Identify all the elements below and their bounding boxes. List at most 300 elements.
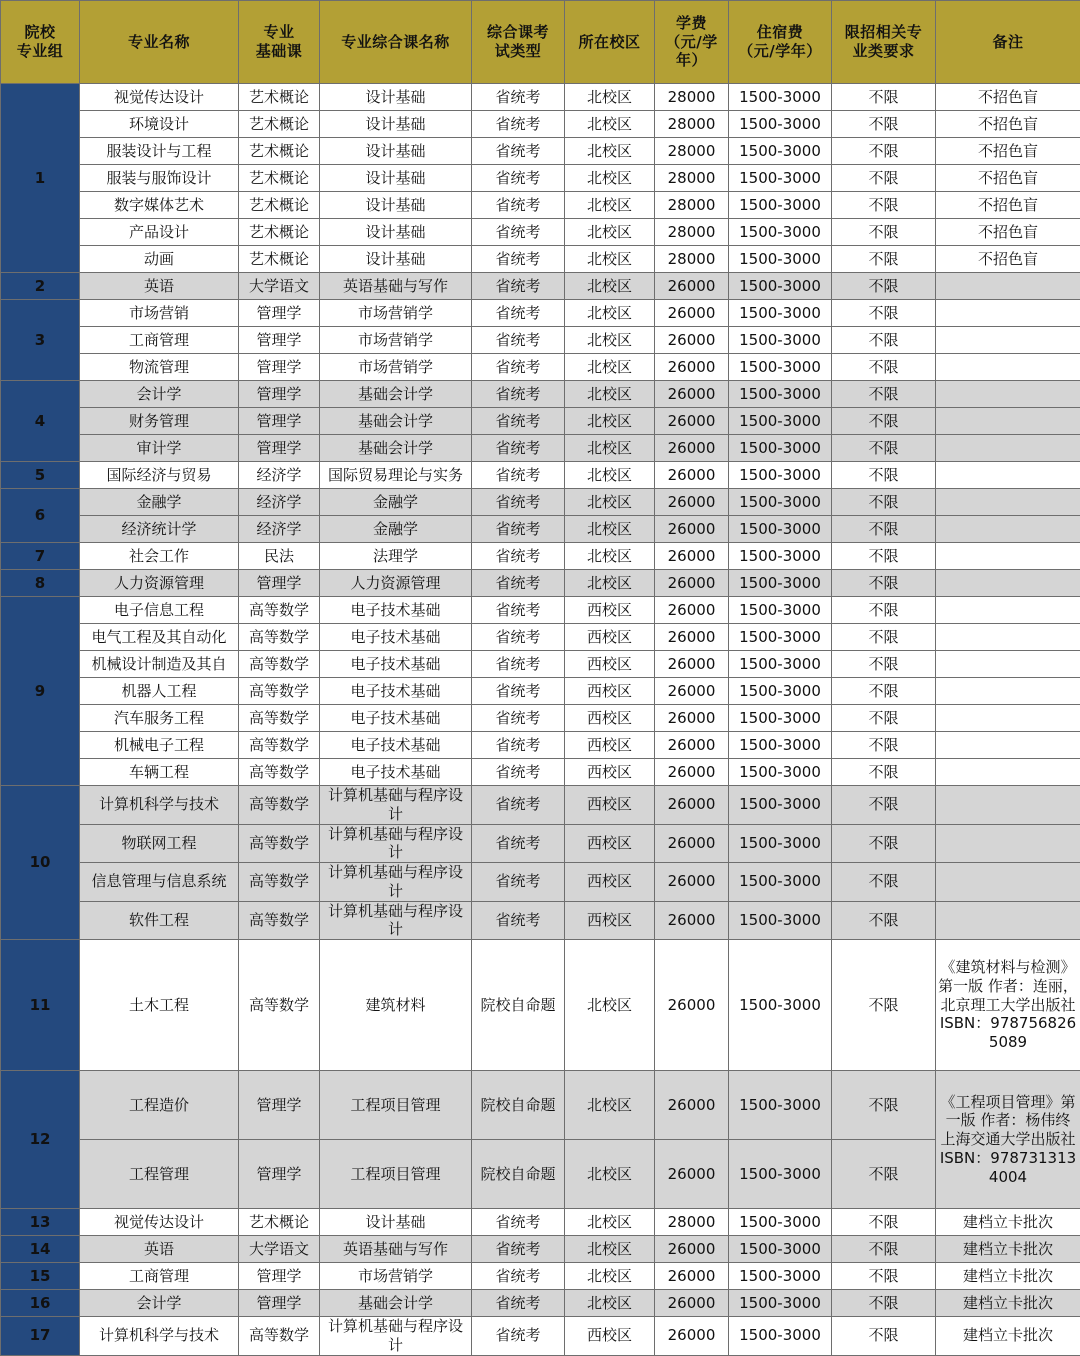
cell-comprehensive-exam-type: 省统考 [472, 678, 565, 705]
group-number-cell: 3 [1, 300, 80, 381]
cell-major-category-requirement: 不限 [832, 901, 936, 940]
cell-tuition: 26000 [655, 354, 729, 381]
group-number-cell: 11 [1, 940, 80, 1071]
cell-major-category-requirement: 不限 [832, 435, 936, 462]
table-row [1, 246, 1080, 273]
cell-tuition: 26000 [655, 786, 729, 825]
cell-dormitory-fee: 1500-3000 [729, 824, 832, 863]
cell-campus: 北校区 [565, 192, 655, 219]
cell-campus: 北校区 [565, 111, 655, 138]
column-header-line: 住宿费 [731, 23, 829, 42]
cell-major-name: 工商管理 [80, 1263, 239, 1290]
cell-comprehensive-course-name: 电子技术基础 [320, 624, 472, 651]
column-header-dormitory-fee [729, 1, 832, 84]
cell-tuition: 28000 [655, 219, 729, 246]
cell-major-basic-course: 艺术概论 [239, 138, 320, 165]
cell-comprehensive-course-name: 法理学 [320, 543, 472, 570]
group-number-cell: 6 [1, 489, 80, 543]
column-header-campus [565, 1, 655, 84]
cell-tuition: 26000 [655, 327, 729, 354]
table-row [1, 786, 1080, 825]
cell-campus: 西校区 [565, 678, 655, 705]
cell-comprehensive-exam-type: 省统考 [472, 165, 565, 192]
cell-remark [936, 543, 1080, 570]
cell-campus: 北校区 [565, 300, 655, 327]
cell-campus: 北校区 [565, 84, 655, 111]
table-row [1, 570, 1080, 597]
cell-major-name: 服装与服饰设计 [80, 165, 239, 192]
cell-major-basic-course: 经济学 [239, 489, 320, 516]
cell-remark: 建档立卡批次 [936, 1290, 1080, 1317]
cell-major-name: 会计学 [80, 1290, 239, 1317]
cell-tuition: 28000 [655, 111, 729, 138]
cell-tuition: 26000 [655, 597, 729, 624]
cell-major-name: 视觉传达设计 [80, 84, 239, 111]
cell-dormitory-fee: 1500-3000 [729, 624, 832, 651]
table-row [1, 111, 1080, 138]
cell-major-category-requirement: 不限 [832, 624, 936, 651]
cell-major-basic-course: 经济学 [239, 516, 320, 543]
cell-tuition: 28000 [655, 84, 729, 111]
column-header-line: 综合课考 [474, 23, 562, 42]
cell-major-category-requirement: 不限 [832, 1317, 936, 1356]
group-number-cell: 7 [1, 543, 80, 570]
cell-comprehensive-course-name: 市场营销学 [320, 1263, 472, 1290]
table-row [1, 219, 1080, 246]
cell-major-basic-course: 管理学 [239, 435, 320, 462]
cell-comprehensive-exam-type: 省统考 [472, 1317, 565, 1356]
cell-dormitory-fee: 1500-3000 [729, 300, 832, 327]
group-number-cell: 4 [1, 381, 80, 462]
header-row [1, 1, 1080, 84]
cell-major-name: 国际经济与贸易 [80, 462, 239, 489]
cell-comprehensive-course-name: 建筑材料 [320, 940, 472, 1071]
cell-dormitory-fee: 1500-3000 [729, 597, 832, 624]
cell-major-basic-course: 管理学 [239, 300, 320, 327]
table-row [1, 1209, 1080, 1236]
cell-campus: 北校区 [565, 381, 655, 408]
column-header-line: （元/学年） [657, 33, 726, 71]
cell-major-basic-course: 高等数学 [239, 597, 320, 624]
cell-comprehensive-course-name: 市场营销学 [320, 327, 472, 354]
column-header-line: 专业组 [3, 42, 77, 61]
cell-major-category-requirement: 不限 [832, 84, 936, 111]
cell-major-category-requirement: 不限 [832, 940, 936, 1071]
cell-dormitory-fee: 1500-3000 [729, 786, 832, 825]
cell-remark [936, 273, 1080, 300]
cell-dormitory-fee: 1500-3000 [729, 543, 832, 570]
cell-major-basic-course: 管理学 [239, 1290, 320, 1317]
table-row [1, 381, 1080, 408]
cell-remark: 建档立卡批次 [936, 1317, 1080, 1356]
table-row [1, 940, 1080, 1071]
cell-tuition: 28000 [655, 1209, 729, 1236]
cell-remark [936, 381, 1080, 408]
cell-remark: 《建筑材料与检测》第一版 作者：连丽，北京理工大学出版社 ISBN：9787568265089 [936, 940, 1080, 1071]
cell-comprehensive-exam-type: 省统考 [472, 489, 565, 516]
table-row [1, 516, 1080, 543]
cell-campus: 北校区 [565, 1263, 655, 1290]
group-number-cell: 2 [1, 273, 80, 300]
cell-campus: 西校区 [565, 759, 655, 786]
cell-major-basic-course: 艺术概论 [239, 219, 320, 246]
cell-major-basic-course: 管理学 [239, 327, 320, 354]
cell-comprehensive-exam-type: 省统考 [472, 462, 565, 489]
cell-campus: 西校区 [565, 651, 655, 678]
column-header-major-category-requirement [832, 1, 936, 84]
group-number-cell: 1 [1, 84, 80, 273]
cell-dormitory-fee: 1500-3000 [729, 1071, 832, 1140]
cell-tuition: 26000 [655, 759, 729, 786]
cell-comprehensive-exam-type: 省统考 [472, 84, 565, 111]
cell-major-category-requirement: 不限 [832, 786, 936, 825]
table-row [1, 597, 1080, 624]
cell-comprehensive-exam-type: 省统考 [472, 570, 565, 597]
table-row [1, 354, 1080, 381]
cell-major-name: 产品设计 [80, 219, 239, 246]
cell-comprehensive-exam-type: 省统考 [472, 901, 565, 940]
cell-remark: 建档立卡批次 [936, 1209, 1080, 1236]
cell-dormitory-fee: 1500-3000 [729, 354, 832, 381]
cell-comprehensive-course-name: 计算机基础与程序设计 [320, 901, 472, 940]
cell-major-basic-course: 艺术概论 [239, 192, 320, 219]
cell-dormitory-fee: 1500-3000 [729, 570, 832, 597]
cell-remark: 不招色盲 [936, 192, 1080, 219]
cell-major-category-requirement: 不限 [832, 651, 936, 678]
cell-major-name: 电气工程及其自动化 [80, 624, 239, 651]
cell-remark [936, 678, 1080, 705]
cell-comprehensive-exam-type: 省统考 [472, 786, 565, 825]
cell-major-category-requirement: 不限 [832, 111, 936, 138]
cell-comprehensive-course-name: 电子技术基础 [320, 597, 472, 624]
cell-major-category-requirement: 不限 [832, 1263, 936, 1290]
cell-comprehensive-exam-type: 省统考 [472, 824, 565, 863]
cell-remark [936, 462, 1080, 489]
cell-major-basic-course: 艺术概论 [239, 111, 320, 138]
column-header-line: 学费 [657, 14, 726, 33]
cell-comprehensive-course-name: 市场营销学 [320, 300, 472, 327]
cell-comprehensive-course-name: 计算机基础与程序设计 [320, 824, 472, 863]
cell-major-category-requirement: 不限 [832, 863, 936, 902]
cell-dormitory-fee: 1500-3000 [729, 901, 832, 940]
column-header-line: 院校 [3, 23, 77, 42]
cell-comprehensive-course-name: 电子技术基础 [320, 651, 472, 678]
cell-major-name: 金融学 [80, 489, 239, 516]
group-number-cell: 5 [1, 462, 80, 489]
cell-major-basic-course: 管理学 [239, 1071, 320, 1140]
cell-tuition: 26000 [655, 1236, 729, 1263]
cell-remark [936, 732, 1080, 759]
cell-dormitory-fee: 1500-3000 [729, 1290, 832, 1317]
cell-comprehensive-course-name: 设计基础 [320, 219, 472, 246]
cell-tuition: 26000 [655, 651, 729, 678]
cell-major-basic-course: 大学语文 [239, 1236, 320, 1263]
cell-major-category-requirement: 不限 [832, 759, 936, 786]
table-row [1, 824, 1080, 863]
cell-dormitory-fee: 1500-3000 [729, 1263, 832, 1290]
cell-major-category-requirement: 不限 [832, 1209, 936, 1236]
cell-campus: 北校区 [565, 435, 655, 462]
cell-major-basic-course: 管理学 [239, 408, 320, 435]
table-row [1, 327, 1080, 354]
table-row [1, 408, 1080, 435]
cell-dormitory-fee: 1500-3000 [729, 462, 832, 489]
cell-comprehensive-course-name: 设计基础 [320, 192, 472, 219]
cell-comprehensive-course-name: 工程项目管理 [320, 1071, 472, 1140]
cell-tuition: 26000 [655, 824, 729, 863]
cell-major-name: 会计学 [80, 381, 239, 408]
cell-campus: 北校区 [565, 1290, 655, 1317]
cell-comprehensive-exam-type: 省统考 [472, 624, 565, 651]
cell-campus: 西校区 [565, 624, 655, 651]
cell-remark [936, 901, 1080, 940]
cell-campus: 西校区 [565, 732, 655, 759]
cell-major-basic-course: 高等数学 [239, 824, 320, 863]
cell-tuition: 26000 [655, 516, 729, 543]
cell-major-name: 物联网工程 [80, 824, 239, 863]
cell-major-basic-course: 高等数学 [239, 1317, 320, 1356]
cell-dormitory-fee: 1500-3000 [729, 246, 832, 273]
cell-comprehensive-exam-type: 省统考 [472, 516, 565, 543]
cell-tuition: 26000 [655, 489, 729, 516]
cell-major-basic-course: 高等数学 [239, 786, 320, 825]
cell-campus: 北校区 [565, 138, 655, 165]
cell-dormitory-fee: 1500-3000 [729, 165, 832, 192]
table-row [1, 300, 1080, 327]
cell-campus: 西校区 [565, 824, 655, 863]
cell-comprehensive-course-name: 金融学 [320, 489, 472, 516]
cell-major-category-requirement: 不限 [832, 678, 936, 705]
cell-tuition: 26000 [655, 1263, 729, 1290]
cell-major-category-requirement: 不限 [832, 246, 936, 273]
cell-comprehensive-course-name: 基础会计学 [320, 1290, 472, 1317]
cell-comprehensive-exam-type: 省统考 [472, 246, 565, 273]
cell-comprehensive-course-name: 设计基础 [320, 1209, 472, 1236]
cell-remark: 不招色盲 [936, 165, 1080, 192]
cell-remark [936, 786, 1080, 825]
cell-major-basic-course: 艺术概论 [239, 84, 320, 111]
cell-major-name: 机械电子工程 [80, 732, 239, 759]
table-row [1, 705, 1080, 732]
table-body [1, 84, 1080, 1356]
cell-comprehensive-exam-type: 省统考 [472, 300, 565, 327]
cell-comprehensive-course-name: 设计基础 [320, 138, 472, 165]
cell-remark [936, 435, 1080, 462]
table-row [1, 84, 1080, 111]
cell-comprehensive-course-name: 电子技术基础 [320, 678, 472, 705]
cell-tuition: 26000 [655, 1140, 729, 1209]
cell-comprehensive-course-name: 计算机基础与程序设计 [320, 1317, 472, 1356]
cell-major-basic-course: 高等数学 [239, 863, 320, 902]
cell-major-name: 服装设计与工程 [80, 138, 239, 165]
cell-campus: 北校区 [565, 246, 655, 273]
cell-tuition: 26000 [655, 624, 729, 651]
group-number-cell: 16 [1, 1290, 80, 1317]
cell-comprehensive-course-name: 电子技术基础 [320, 759, 472, 786]
cell-remark: 建档立卡批次 [936, 1263, 1080, 1290]
cell-remark [936, 597, 1080, 624]
table-row [1, 273, 1080, 300]
cell-comprehensive-course-name: 金融学 [320, 516, 472, 543]
cell-dormitory-fee: 1500-3000 [729, 1209, 832, 1236]
cell-major-category-requirement: 不限 [832, 300, 936, 327]
cell-comprehensive-exam-type: 省统考 [472, 381, 565, 408]
cell-major-name: 计算机科学与技术 [80, 786, 239, 825]
cell-comprehensive-exam-type: 省统考 [472, 597, 565, 624]
table-row [1, 1290, 1080, 1317]
group-number-cell: 13 [1, 1209, 80, 1236]
cell-tuition: 26000 [655, 381, 729, 408]
cell-remark: 《工程项目管理》第一版 作者：杨伟终 上海交通大学出版社 ISBN：9787313134004 [936, 1071, 1080, 1209]
cell-dormitory-fee: 1500-3000 [729, 940, 832, 1071]
cell-dormitory-fee: 1500-3000 [729, 1236, 832, 1263]
cell-comprehensive-course-name: 电子技术基础 [320, 705, 472, 732]
cell-major-basic-course: 高等数学 [239, 940, 320, 1071]
cell-comprehensive-exam-type: 省统考 [472, 1290, 565, 1317]
cell-tuition: 28000 [655, 192, 729, 219]
table-row [1, 1140, 1080, 1209]
cell-major-name: 数字媒体艺术 [80, 192, 239, 219]
cell-tuition: 26000 [655, 408, 729, 435]
cell-major-basic-course: 艺术概论 [239, 165, 320, 192]
cell-campus: 北校区 [565, 543, 655, 570]
cell-campus: 西校区 [565, 597, 655, 624]
cell-major-name: 审计学 [80, 435, 239, 462]
cell-comprehensive-course-name: 人力资源管理 [320, 570, 472, 597]
cell-tuition: 26000 [655, 570, 729, 597]
cell-major-category-requirement: 不限 [832, 705, 936, 732]
cell-comprehensive-exam-type: 省统考 [472, 111, 565, 138]
cell-comprehensive-exam-type: 省统考 [472, 705, 565, 732]
cell-major-name: 人力资源管理 [80, 570, 239, 597]
cell-dormitory-fee: 1500-3000 [729, 489, 832, 516]
cell-dormitory-fee: 1500-3000 [729, 705, 832, 732]
cell-major-name: 工程造价 [80, 1071, 239, 1140]
column-header-line: 专业综合课名称 [322, 33, 469, 52]
table-row [1, 732, 1080, 759]
cell-major-name: 软件工程 [80, 901, 239, 940]
cell-comprehensive-course-name: 计算机基础与程序设计 [320, 786, 472, 825]
column-header-college-major-group [1, 1, 80, 84]
cell-major-category-requirement: 不限 [832, 273, 936, 300]
cell-campus: 北校区 [565, 462, 655, 489]
group-number-cell: 15 [1, 1263, 80, 1290]
column-header-line: 所在校区 [567, 33, 652, 52]
cell-major-name: 土木工程 [80, 940, 239, 1071]
cell-major-name: 工程管理 [80, 1140, 239, 1209]
cell-remark [936, 300, 1080, 327]
cell-dormitory-fee: 1500-3000 [729, 1317, 832, 1356]
cell-tuition: 26000 [655, 705, 729, 732]
cell-tuition: 26000 [655, 940, 729, 1071]
cell-dormitory-fee: 1500-3000 [729, 408, 832, 435]
cell-major-basic-course: 高等数学 [239, 901, 320, 940]
cell-comprehensive-exam-type: 院校自命题 [472, 940, 565, 1071]
cell-major-category-requirement: 不限 [832, 1290, 936, 1317]
cell-major-category-requirement: 不限 [832, 165, 936, 192]
cell-major-name: 英语 [80, 273, 239, 300]
cell-tuition: 28000 [655, 246, 729, 273]
cell-comprehensive-course-name: 设计基础 [320, 165, 472, 192]
cell-comprehensive-course-name: 基础会计学 [320, 381, 472, 408]
cell-dormitory-fee: 1500-3000 [729, 219, 832, 246]
cell-campus: 北校区 [565, 1209, 655, 1236]
table-row [1, 651, 1080, 678]
cell-campus: 北校区 [565, 219, 655, 246]
cell-comprehensive-course-name: 基础会计学 [320, 435, 472, 462]
cell-major-basic-course: 艺术概论 [239, 246, 320, 273]
cell-comprehensive-course-name: 英语基础与写作 [320, 1236, 472, 1263]
cell-major-basic-course: 管理学 [239, 381, 320, 408]
table-row [1, 1071, 1080, 1140]
cell-tuition: 26000 [655, 732, 729, 759]
cell-comprehensive-course-name: 设计基础 [320, 246, 472, 273]
cell-major-category-requirement: 不限 [832, 732, 936, 759]
cell-campus: 北校区 [565, 940, 655, 1071]
cell-comprehensive-course-name: 电子技术基础 [320, 732, 472, 759]
cell-major-name: 机械设计制造及其自 [80, 651, 239, 678]
cell-remark: 不招色盲 [936, 111, 1080, 138]
cell-major-basic-course: 高等数学 [239, 624, 320, 651]
cell-major-name: 物流管理 [80, 354, 239, 381]
cell-campus: 西校区 [565, 705, 655, 732]
cell-dormitory-fee: 1500-3000 [729, 863, 832, 902]
column-header-major-basic-course [239, 1, 320, 84]
cell-major-name: 经济统计学 [80, 516, 239, 543]
cell-tuition: 26000 [655, 863, 729, 902]
cell-major-name: 机器人工程 [80, 678, 239, 705]
cell-comprehensive-course-name: 设计基础 [320, 111, 472, 138]
cell-dormitory-fee: 1500-3000 [729, 759, 832, 786]
cell-major-basic-course: 高等数学 [239, 678, 320, 705]
cell-major-basic-course: 民法 [239, 543, 320, 570]
cell-major-name: 汽车服务工程 [80, 705, 239, 732]
cell-campus: 北校区 [565, 570, 655, 597]
cell-comprehensive-exam-type: 省统考 [472, 327, 565, 354]
cell-major-category-requirement: 不限 [832, 1236, 936, 1263]
cell-remark: 不招色盲 [936, 84, 1080, 111]
cell-comprehensive-exam-type: 省统考 [472, 1236, 565, 1263]
cell-major-basic-course: 高等数学 [239, 732, 320, 759]
cell-major-name: 信息管理与信息系统 [80, 863, 239, 902]
cell-campus: 西校区 [565, 863, 655, 902]
column-header-line: 专业 [241, 23, 317, 42]
cell-tuition: 26000 [655, 462, 729, 489]
table-row [1, 678, 1080, 705]
cell-comprehensive-exam-type: 省统考 [472, 354, 565, 381]
cell-campus: 西校区 [565, 1317, 655, 1356]
column-header-line: 试类型 [474, 42, 562, 61]
cell-major-basic-course: 管理学 [239, 1140, 320, 1209]
table-row [1, 489, 1080, 516]
cell-campus: 北校区 [565, 1071, 655, 1140]
cell-tuition: 26000 [655, 678, 729, 705]
cell-tuition: 26000 [655, 543, 729, 570]
cell-major-category-requirement: 不限 [832, 354, 936, 381]
cell-tuition: 28000 [655, 165, 729, 192]
cell-remark: 不招色盲 [936, 246, 1080, 273]
table-row [1, 192, 1080, 219]
cell-campus: 北校区 [565, 1236, 655, 1263]
cell-comprehensive-exam-type: 省统考 [472, 1263, 565, 1290]
cell-major-name: 社会工作 [80, 543, 239, 570]
cell-dormitory-fee: 1500-3000 [729, 651, 832, 678]
cell-remark [936, 327, 1080, 354]
cell-comprehensive-exam-type: 省统考 [472, 219, 565, 246]
cell-dormitory-fee: 1500-3000 [729, 327, 832, 354]
cell-comprehensive-course-name: 英语基础与写作 [320, 273, 472, 300]
cell-comprehensive-course-name: 工程项目管理 [320, 1140, 472, 1209]
